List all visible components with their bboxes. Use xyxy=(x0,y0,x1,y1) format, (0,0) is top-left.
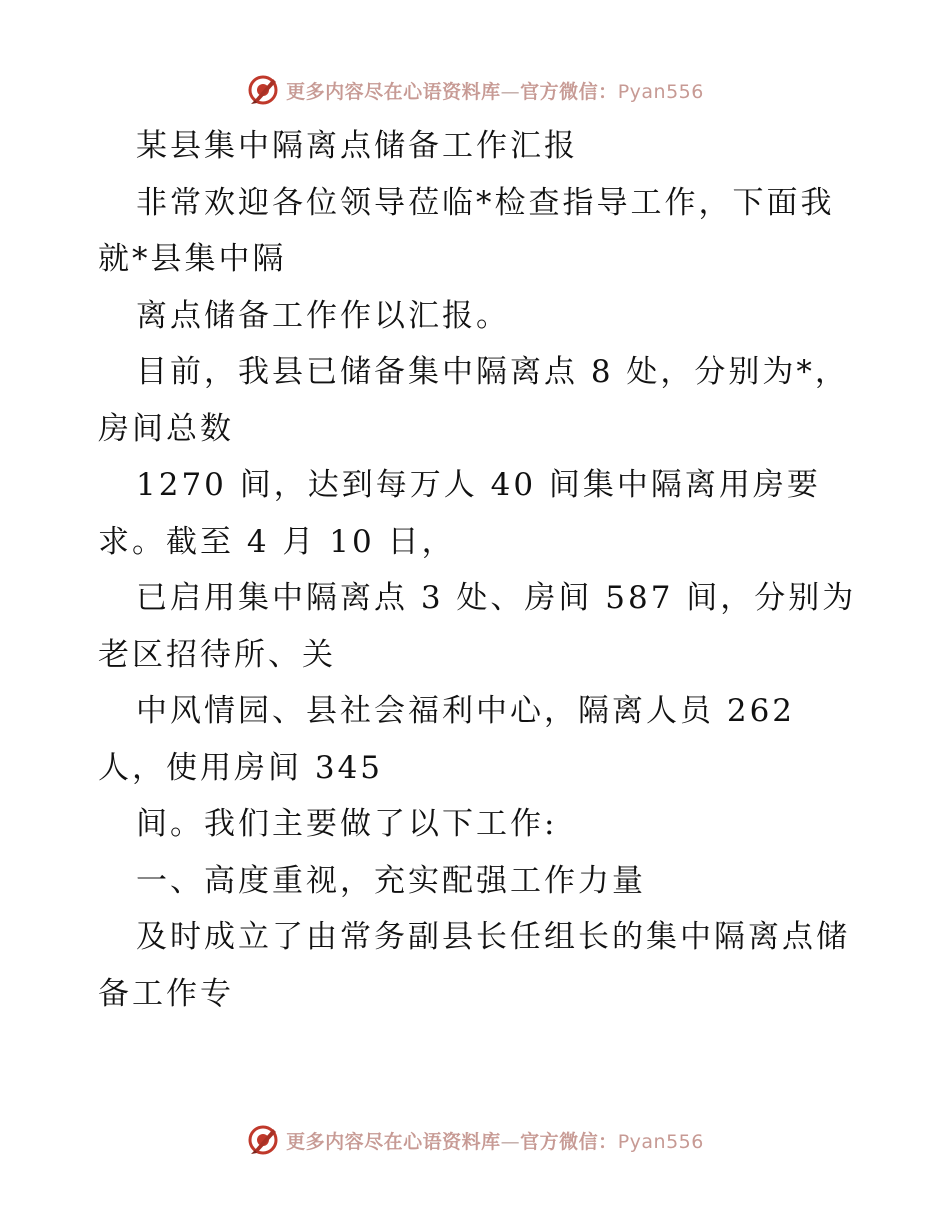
pen-logo-icon xyxy=(246,73,280,107)
watermark-contact: 官方微信： xyxy=(520,1130,618,1153)
paragraph-line: 非常欢迎各位领导莅临*检查指导工作，下面我 xyxy=(136,184,835,221)
header-watermark-banner xyxy=(0,70,950,110)
paragraph-line: 老区招待所、关 xyxy=(98,636,336,673)
paragraph-line: 1270 间，达到每万人 40 间集中隔离用房要 xyxy=(136,467,821,503)
paragraph-line: 已启用集中隔离点 3 处、房间 587 间，分别为 xyxy=(136,580,857,616)
watermark-contact: 官方微信： xyxy=(520,80,618,103)
paragraph-line: 目前，我县已储备集中隔离点 8 处，分别为*， xyxy=(136,354,849,390)
document-body xyxy=(98,118,858,1022)
watermark-id: Pyan556 xyxy=(617,1130,704,1153)
paragraph-line: 备工作专 xyxy=(98,975,234,1012)
section-heading: 一、高度重视，充实配强工作力量 xyxy=(136,862,646,899)
footer-watermark-banner xyxy=(0,1120,950,1160)
paragraph-line: 就*县集中隔 xyxy=(98,241,287,277)
watermark-site: 更多内容尽在心语资料库 xyxy=(286,80,501,103)
pen-logo-icon xyxy=(246,1123,280,1157)
watermark-dash: — xyxy=(500,1130,521,1153)
document-title: 某县集中隔离点储备工作汇报 xyxy=(136,128,578,164)
paragraph-line: 人，使用房间 345 xyxy=(98,749,384,786)
watermark-dash: — xyxy=(500,80,521,103)
watermark-text xyxy=(286,1127,704,1154)
paragraph-line: 中风情园、县社会福利中心，隔离人员 262 xyxy=(136,693,796,729)
paragraph-line: 间。我们主要做了以下工作: xyxy=(136,806,558,842)
watermark-id: Pyan556 xyxy=(617,80,704,103)
paragraph-line: 求。截至 4 月 10 日， xyxy=(98,523,456,560)
watermark-text xyxy=(286,77,704,104)
watermark-site: 更多内容尽在心语资料库 xyxy=(286,1130,501,1153)
paragraph-line: 离点储备工作作以汇报。 xyxy=(136,297,510,334)
paragraph-line: 房间总数 xyxy=(98,410,234,447)
paragraph-line: 及时成立了由常务副县长任组长的集中隔离点储 xyxy=(136,919,850,955)
